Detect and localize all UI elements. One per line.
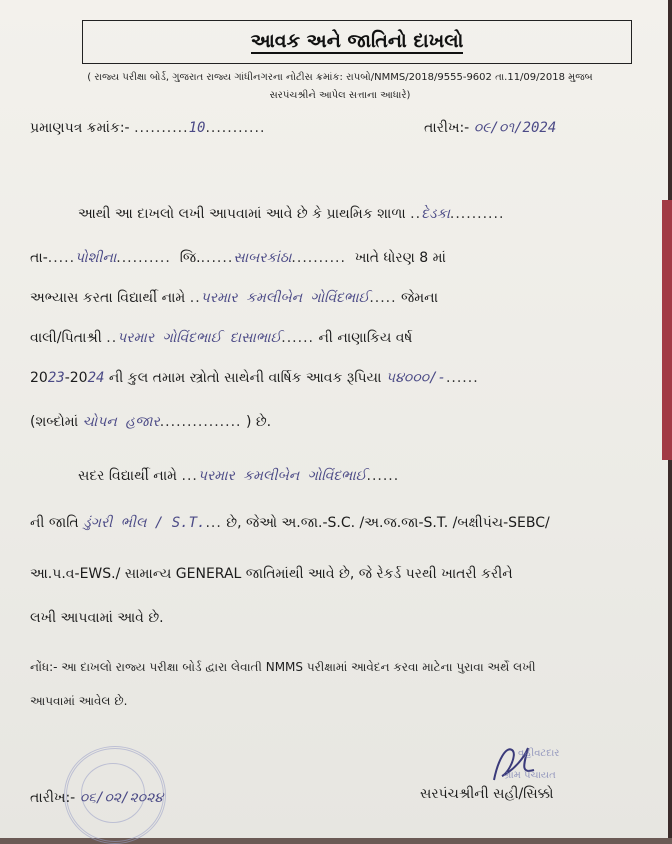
title-box xyxy=(82,20,632,64)
year-mid: -20 xyxy=(64,370,88,386)
taluka-value: પોશીના xyxy=(75,250,117,266)
signature-stamp xyxy=(440,740,610,790)
line-1-text: આથી આ દાખલો લખી આપવામાં આવે છે કે પ્રાથમિક શાળા xyxy=(78,206,406,222)
body-line-5: 2023-2024 ની કુલ તમામ સ્ત્રોતો સાથેની વાર્ષિક આવક રૂપિયા ૫૪૦૦૦/-...... xyxy=(30,370,479,386)
words-value: ચોપન હજાર xyxy=(82,414,160,430)
body-line-7: સદર વિદ્યાર્થી નામે ...પરમાર કમલીબેન ગોવિંદભાઈ...... xyxy=(78,468,400,484)
line-5-text: ની કુલ તમામ સ્ત્રોતો સાથેની વાર્ષિક આવક રૂપિયા xyxy=(108,370,382,386)
district-value: સાબરકાંઠા xyxy=(233,250,292,266)
caste-line-end: છે, જેઓ અ.જા.-S.C. /અ.જ.જા-S.T. /બક્ષીપંચ-SEBC/ xyxy=(226,515,550,531)
cert-number-row: પ્રમાણપત્ર ક્રમાંક:- ..........10........... xyxy=(30,120,266,136)
body-line-8: ની જાતિ ડુંગરી ભીલ / S.T.... છે, જેઓ અ.જા.-S.C. /અ.જ.જા-S.T. /બક્ષીપંચ-SEBC/ xyxy=(30,515,550,531)
body-line-10: લખી આપવામાં આવે છે. xyxy=(30,610,164,626)
year-prefix: 20 xyxy=(30,370,48,386)
body-line-3: અભ્યાસ કરતા વિદ્યાર્થી નામે ..પરમાર કમલીબેન ગોવિંદભાઈ..... જેમના xyxy=(30,290,439,306)
cert-number-value: 10 xyxy=(188,120,206,136)
body-line-6: (શબ્દોમાં ચોપન હજાર............... ) છે. xyxy=(30,414,272,430)
cert-number-label: પ્રમાણપત્ર ક્રમાંક:- xyxy=(30,120,130,136)
stamp-text-2: ગ્રામ પંચાયત xyxy=(504,770,556,781)
district-label: જિ. xyxy=(179,250,201,266)
body-line-9: આ.પ.વ-EWS./ સામાન્ય GENERAL જાતિમાંથી આવે છે, જે રેકર્ડ પરથી ખાતરી કરીને xyxy=(30,566,513,582)
footer-date-label: તારીખ:- xyxy=(30,790,76,806)
background-cloth xyxy=(662,200,672,460)
line-3-text: અભ્યાસ કરતા વિદ્યાર્થી નામે xyxy=(30,290,186,306)
document-title: આવક અને જાતિનો દાખલો xyxy=(250,30,464,52)
line-4-text: વાલી/પિતાશ્રી xyxy=(30,330,102,346)
income-value: ૫૪૦૦૦/- xyxy=(385,370,446,386)
footer-date-value: ૦૬/૦૨/૨૦૨૪ xyxy=(79,790,164,806)
body-line-4: વાલી/પિતાશ્રી ..પરમાર ગોવિંદભાઈ દાસાભાઈ...... ની નાણાકિય વર્ષ xyxy=(30,330,413,346)
line-4-end: ની નાણાકિય વર્ષ xyxy=(318,330,413,346)
reference-line-1: ( રાજ્ય પરીક્ષા બોર્ડ, ગુજરાત રાજ્ય ગાંધીનગરના નોટીસ ક્રમાંક: રાપબો/NMMS/2018/9555-9602 તા.11/09/2018 મુજબ xyxy=(87,72,593,83)
student-name-2: પરમાર કમલીબેન ગોવિંદભાઈ xyxy=(197,468,367,484)
caste-value: ડુંગરી ભીલ / S.T. xyxy=(83,515,206,531)
line-2-end: ખાતે ધોરણ 8 માં xyxy=(354,250,446,266)
year-from: 23 xyxy=(47,370,65,386)
footer-date-row xyxy=(30,790,163,806)
line-7-text: સદર વિદ્યાર્થી નામે xyxy=(78,468,178,484)
line-3-end: જેમના xyxy=(401,290,439,306)
note-line-1: નોંધ:- આ દાખલો રાજ્ય પરીક્ષા બોર્ડ દ્વારા લેવાતી NMMS પરીક્ષામાં આવેદન કરવા માટેના પુરાવા અર્થે લખી xyxy=(30,660,536,674)
parent-name: પરમાર ગોવિંદભાઈ દાસાભાઈ xyxy=(117,330,282,346)
signature-label: સરપંચશ્રીની સહી/સિક્કો xyxy=(420,786,554,802)
words-end: ) છે. xyxy=(245,414,272,430)
date-value: ૦૯/૦૧/2024 xyxy=(473,120,557,136)
year-to: 24 xyxy=(87,370,105,386)
school-value: દેડકા xyxy=(421,206,450,222)
body-line-2: તા-.....પોશીના.......... જિ.......સાબરકાંઠા.......... ખાતે ધોરણ 8 માં xyxy=(30,250,446,266)
note-line-2: આપવામાં આવેલ છે. xyxy=(30,694,128,708)
reference-line-2: સરપંચશ્રીને આપેલ સત્તાના આધારે) xyxy=(269,90,411,101)
student-name: પરમાર કમલીબેન ગોવિંદભાઈ xyxy=(200,290,370,306)
date-label: તારીખ:- xyxy=(424,120,470,136)
caste-label: ની જાતિ xyxy=(30,515,79,531)
taluka-label: તા- xyxy=(30,250,48,266)
body-line-1: આથી આ દાખલો લખી આપવામાં આવે છે કે પ્રાથમિક શાળા ..દેડકા.......... xyxy=(78,206,505,222)
date-row xyxy=(424,120,556,136)
stamp-text-1: વહીવટદાર xyxy=(518,748,560,759)
words-label: (શબ્દોમાં xyxy=(30,414,79,430)
